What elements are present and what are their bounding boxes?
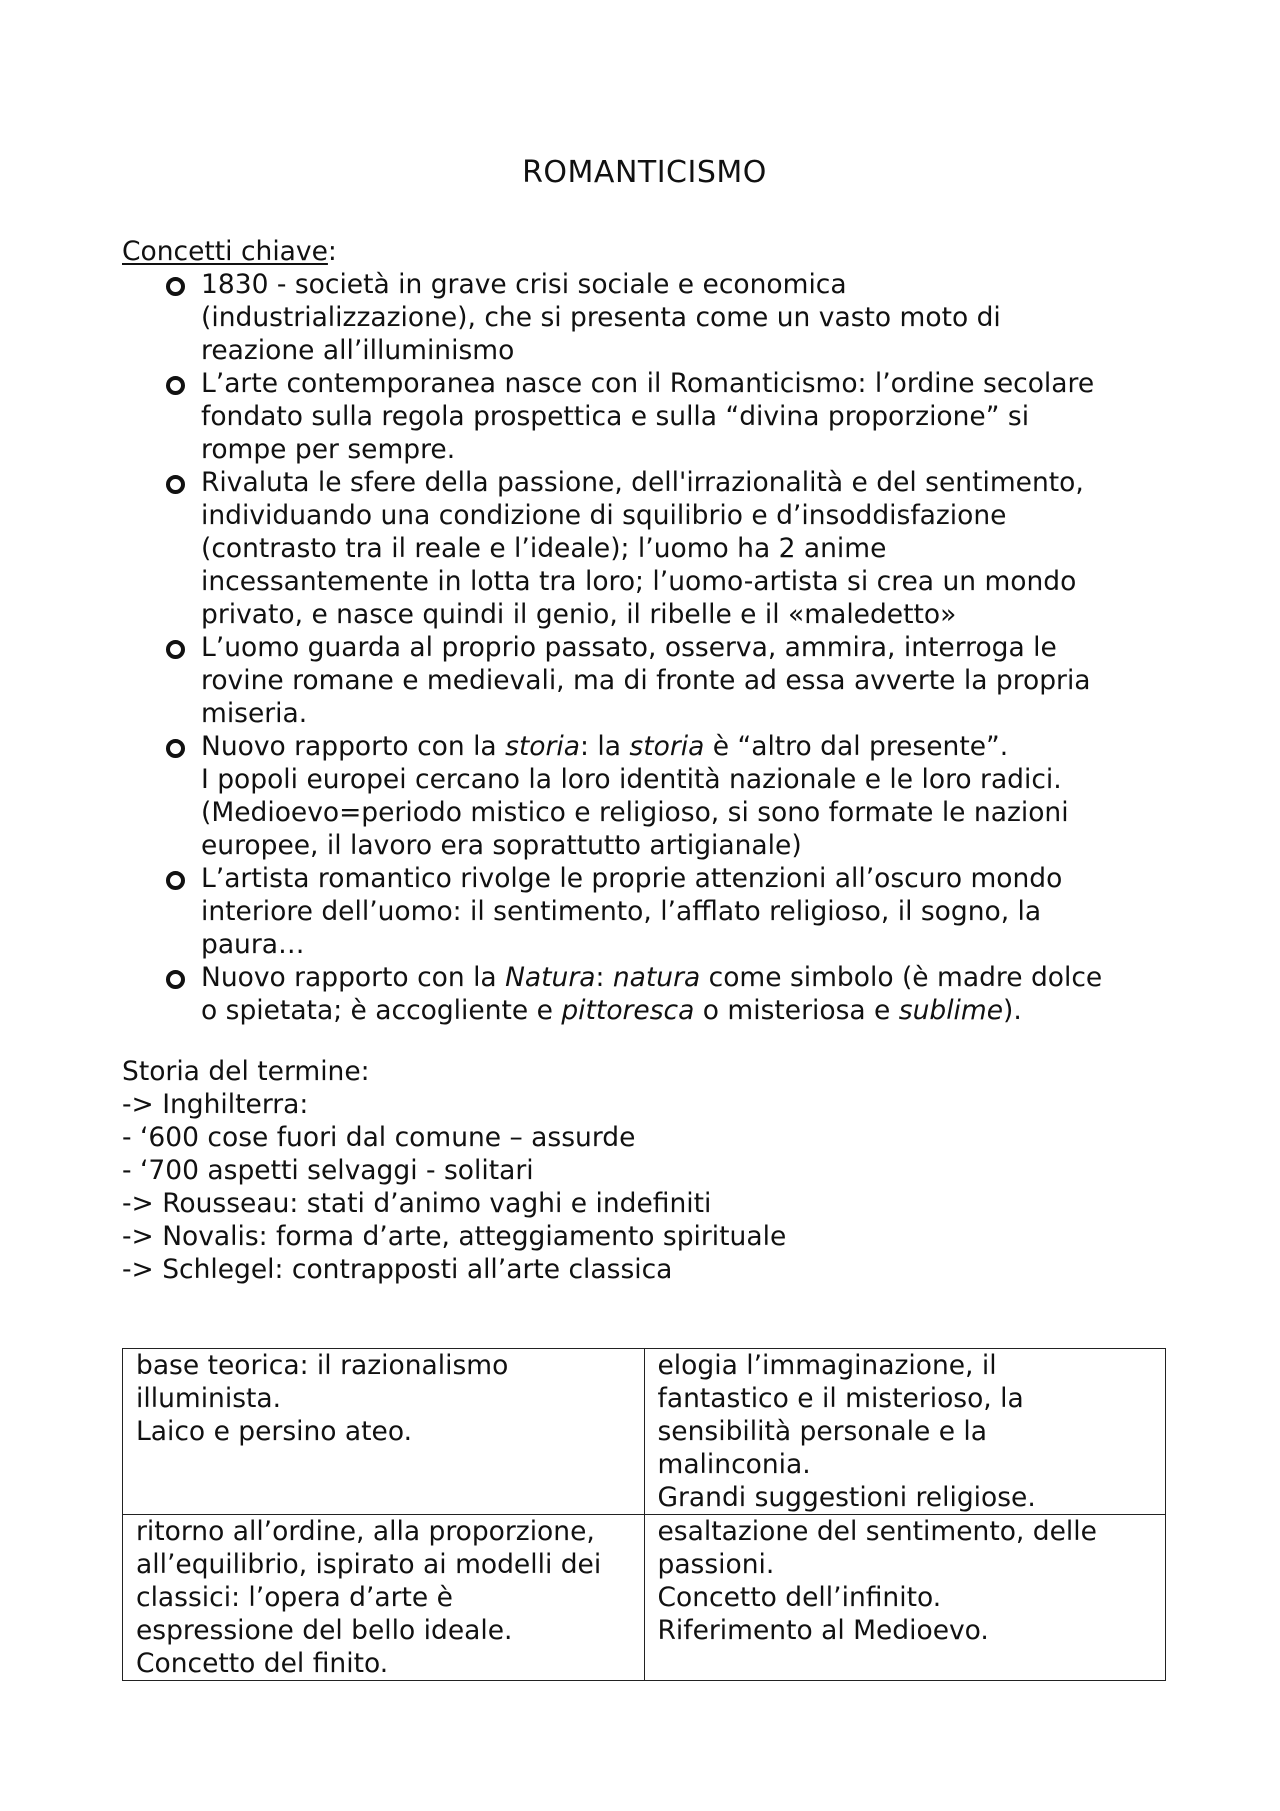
table-cell-line: fantastico e il misterioso, la — [657, 1383, 1024, 1414]
list-item-line — [201, 664, 1167, 697]
list-item-line — [201, 301, 1167, 334]
italic-text: storia — [505, 731, 581, 762]
text-run: incessantemente in lotta tra loro; l’uomo-artista si crea un mondo — [201, 566, 1077, 597]
table-cell-line: esaltazione del sentimento, delle — [657, 1516, 1097, 1547]
list-item-line — [201, 268, 1167, 301]
table-row — [123, 1349, 1166, 1515]
list-item-line — [201, 466, 1167, 499]
text-run: : — [595, 962, 613, 993]
concetti-colon: : — [327, 236, 337, 267]
circle-bullet-icon — [166, 640, 185, 659]
text-run: (industrializzazione), che si presenta come un vasto moto di — [201, 302, 1001, 333]
text-run: privato, e nasce quindi il genio, il ribelle e il «maledetto» — [201, 599, 957, 630]
text-run: come simbolo (è madre dolce — [700, 962, 1103, 993]
list-item-line — [201, 862, 1167, 895]
text-run: (contrasto tra il reale e l’ideale); l’uomo ha 2 anime — [201, 533, 887, 564]
list-item-line — [201, 994, 1167, 1027]
text-run: è “altro dal presente”. — [704, 731, 1009, 762]
italic-text: storia — [629, 731, 705, 762]
list-item-line — [201, 763, 1167, 796]
storia-del-termine — [122, 1055, 786, 1286]
storia-line: -> Schlegel: contrapposti all’arte classica — [122, 1254, 673, 1285]
list-item-line — [201, 565, 1167, 598]
list-item-line — [201, 367, 1167, 400]
storia-heading: Storia del termine: — [122, 1056, 370, 1087]
text-run: rompe per sempre. — [201, 434, 456, 465]
text-run: I popoli europei cercano la loro identità nazionale e le loro radici. — [201, 764, 1062, 795]
text-run: rovine romane e medievali, ma di fronte ad essa avverte la propria — [201, 665, 1091, 696]
storia-line: -> Novalis: forma d’arte, atteggiamento spirituale — [122, 1221, 787, 1252]
list-item — [122, 367, 1167, 466]
table-cell-line: espressione del bello ideale. — [136, 1615, 513, 1646]
circle-bullet-icon — [166, 475, 185, 494]
table-cell-line: base teorica: il razionalismo — [136, 1350, 509, 1381]
list-item-line — [201, 334, 1167, 367]
circle-bullet-icon — [166, 277, 185, 296]
text-run: L’artista romantico rivolge le proprie attenzioni all’oscuro mondo — [201, 863, 1063, 894]
text-run: fondato sulla regola prospettica e sulla “divina proporzione” si — [201, 401, 1030, 432]
text-run: interiore dell’uomo: il sentimento, l’afflato religioso, il sogno, la — [201, 896, 1042, 927]
table-cell-line: elogia l’immaginazione, il — [657, 1350, 997, 1381]
text-run: europee, il lavoro era soprattutto artigianale) — [201, 830, 802, 861]
table-cell-line: Concetto del finito. — [136, 1648, 389, 1679]
table-cell-romanticism — [644, 1349, 1166, 1515]
text-run: o spietata; è accogliente e — [201, 995, 562, 1026]
text-run: miseria. — [201, 698, 308, 729]
list-item — [122, 268, 1167, 367]
circle-bullet-icon — [166, 376, 185, 395]
table-cell-line: passioni. — [657, 1549, 775, 1580]
storia-line: -> Inghilterra: — [122, 1089, 309, 1120]
list-item-line — [201, 433, 1167, 466]
circle-bullet-icon — [166, 739, 185, 758]
circle-bullet-icon — [166, 970, 185, 989]
list-item-line — [201, 796, 1167, 829]
list-item-line — [201, 598, 1167, 631]
list-item-line — [201, 400, 1167, 433]
table-cell-line: sensibilità personale e la — [657, 1416, 988, 1447]
text-run: (Medioevo=periodo mistico e religioso, si sono formate le nazioni — [201, 797, 1069, 828]
italic-text: sublime — [898, 995, 1004, 1026]
comparison-table — [122, 1348, 1166, 1681]
list-item — [122, 730, 1167, 862]
list-item-line — [201, 895, 1167, 928]
list-item — [122, 466, 1167, 631]
table-cell-romanticism — [644, 1515, 1166, 1681]
text-run: reazione all’illuminismo — [201, 335, 515, 366]
italic-text: pittoresca — [561, 995, 695, 1026]
text-run: paura… — [201, 929, 305, 960]
table-cell-line: malinconia. — [657, 1449, 811, 1480]
table-cell-line: Grandi suggestioni religiose. — [657, 1482, 1036, 1513]
page-title: ROMANTICISMO — [522, 155, 767, 190]
text-run: ). — [1003, 995, 1022, 1026]
circle-bullet-icon — [166, 871, 185, 890]
list-item-line — [201, 697, 1167, 730]
list-item-line — [201, 631, 1167, 664]
list-item-line — [201, 532, 1167, 565]
text-run: : la — [580, 731, 630, 762]
list-item-line — [201, 928, 1167, 961]
list-item — [122, 961, 1167, 1027]
table-cell-line: Laico e persino ateo. — [136, 1416, 413, 1447]
text-run: o misteriosa e — [694, 995, 899, 1026]
italic-text: natura — [612, 962, 701, 993]
table-cell-line: classici: l’opera d’arte è — [136, 1582, 453, 1613]
table-cell-classicism — [123, 1515, 645, 1681]
concetti-label: Concetti chiave — [122, 236, 328, 267]
list-item-line — [201, 961, 1167, 994]
table-cell-classicism — [123, 1349, 645, 1515]
list-item-line — [201, 730, 1167, 763]
table-cell-line: illuminista. — [136, 1383, 282, 1414]
text-run: L’arte contemporanea nasce con il Romanticismo: l’ordine secolare — [201, 368, 1095, 399]
key-concepts-list — [122, 268, 1167, 1027]
text-run: 1830 - società in grave crisi sociale e economica — [201, 269, 847, 300]
concetti-heading — [122, 235, 337, 268]
text-run: Nuovo rapporto con la — [201, 962, 506, 993]
storia-line: - ‘600 cose fuori dal comune – assurde — [122, 1122, 636, 1153]
table-cell-line: all’equilibrio, ispirato ai modelli dei — [136, 1549, 602, 1580]
table-cell-line: Riferimento al Medioevo. — [657, 1615, 989, 1646]
text-run: individuando una condizione di squilibrio e d’insoddisfazione — [201, 500, 1007, 531]
text-run: L’uomo guarda al proprio passato, osserva, ammira, interroga le — [201, 632, 1057, 663]
table-cell-line: ritorno all’ordine, alla proporzione, — [136, 1516, 595, 1547]
list-item — [122, 862, 1167, 961]
list-item-line — [201, 499, 1167, 532]
list-item — [122, 631, 1167, 730]
table-row — [123, 1515, 1166, 1681]
italic-text: Natura — [505, 962, 596, 993]
list-item-line — [201, 829, 1167, 862]
text-run: Nuovo rapporto con la — [201, 731, 506, 762]
storia-line: -> Rousseau: stati d’animo vaghi e indefiniti — [122, 1188, 712, 1219]
text-run: Rivaluta le sfere della passione, dell'irrazionalità e del sentimento, — [201, 467, 1084, 498]
table-cell-line: Concetto dell’infinito. — [657, 1582, 942, 1613]
storia-line: - ‘700 aspetti selvaggi - solitari — [122, 1155, 534, 1186]
